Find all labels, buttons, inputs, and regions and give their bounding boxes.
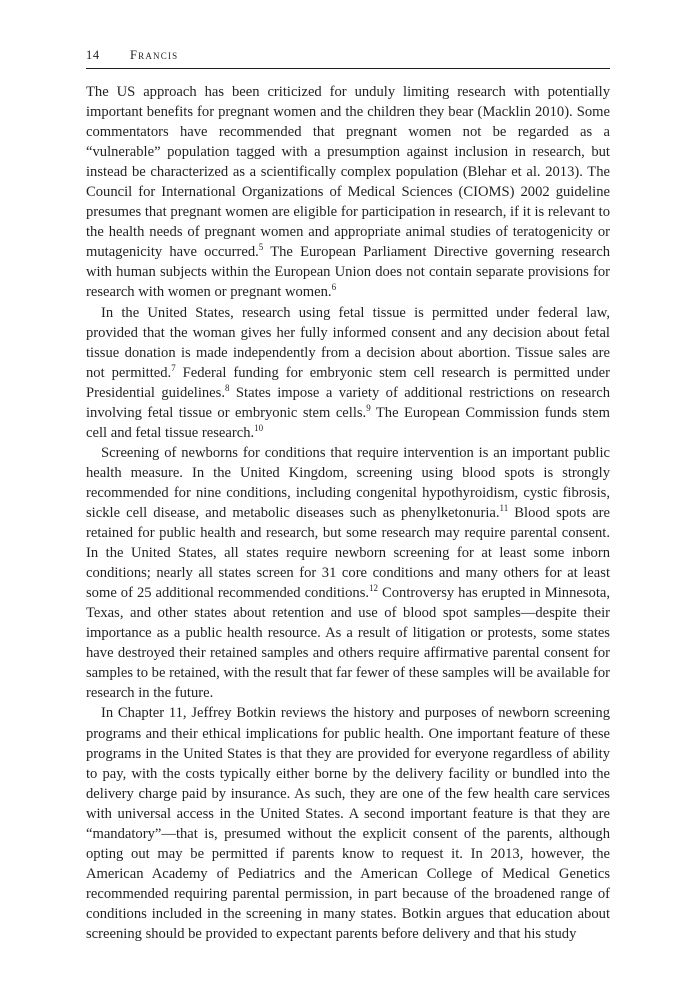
footnote-ref: 10 bbox=[254, 422, 264, 433]
text-run: The US approach has been criticized for unduly limiting research with potentially important benefits for pregnant women and the children they bear (Macklin 2010). Some commentators have recommended that pregnant women not be regarded as a “vulnerable” population tagged with a presumption against inclusion in research, but instead be characterized as a scientifically complex population (Blehar et al. 2013). The Council for International Organizations of Medical Sciences (CIOMS) 2002 guideline presumes that pregnant women are eligible for participation in research, if it is relevant to the health needs of pregnant women and appropriate animal studies of teratogenicity or mutagenicity have occurred. bbox=[86, 84, 610, 261]
footnote-ref: 6 bbox=[331, 282, 337, 293]
text-run: Federal funding for embryonic stem cell research is permitted under Presidential guidelines. bbox=[86, 364, 610, 401]
footnote-ref: 7 bbox=[171, 362, 176, 373]
text-run: In the United States, research using fetal tissue is permitted under federal law, provided that the woman gives her fully informed consent and any decision about fetal tissue donation is made independently from a decision about abortion. Tissue sales are not permitted. bbox=[86, 304, 610, 381]
footnote-ref: 5 bbox=[258, 242, 264, 253]
page-number: 14 bbox=[86, 48, 100, 62]
text-run: Controversy has erupted in Minnesota, Texas, and other states about retention and use of blood spot samples—despite their importance as a public health resource. As a result of litigation or protests, some states have destroyed their retained samples and others require affirmative parental consent for samples to be retained, with the result that far fewer of these samples will be available for research in the future. bbox=[86, 585, 610, 702]
text-run: In Chapter 11, Jeffrey Botkin reviews the history and purposes of newborn screening programs and their ethical implications for public health. One important feature of these programs in the United States is that they are provided for everyone regardless of ability to pay, with the costs typically either borne by the delivery facility or bundled into the delivery charge paid by insurance. As such, they are one of the few health care services with universal access in the United States. A second important feature is that they are “mandatory”—that is, presumed without the explicit consent of the parents, although opting out may be permitted if parents know to request it. In 2013, however, the American Academy of Pediatrics and the American College of Medical Genetics recommended requiring parental permission, in part because of the broadened range of conditions included in the screening in many states. Botkin argues that education about screening should be provided to expectant parents before delivery and that his study bbox=[86, 705, 610, 942]
footnote-ref: 11 bbox=[499, 502, 509, 513]
footnote-ref: 12 bbox=[369, 583, 379, 594]
running-head bbox=[86, 44, 610, 69]
paragraph bbox=[86, 303, 610, 443]
running-title: Francis bbox=[130, 48, 179, 62]
text-run: Screening of newborns for conditions that require intervention is an important public health measure. In the United Kingdom, screening using blood spots is strongly recommended for nine conditions, including congenital hypothyroidism, cystic fibrosis, sickle cell disease, and metabolic diseases such as phenylketonuria. bbox=[86, 444, 610, 521]
paragraph bbox=[86, 443, 610, 704]
footnote-ref: 9 bbox=[366, 402, 371, 413]
text-run: Blood spots are retained for public health and research, but some research may require parental consent. In the United States, all states require newborn screening for at least some inborn conditions; nearly all states screen for 31 core conditions and many others for at least some of 25 additional recommended conditions. bbox=[86, 504, 611, 602]
text-run: The European Commission funds stem cell and fetal tissue research. bbox=[86, 404, 610, 441]
text-run: The European Parliament Directive governing research with human subjects within the European Union does not contain separate provisions for research with women or pregnant women. bbox=[86, 244, 610, 301]
footnote-ref: 8 bbox=[224, 382, 230, 393]
paragraph bbox=[86, 703, 610, 944]
text-run: States impose a variety of additional restrictions on research involving fetal tissue or embryonic stem cells. bbox=[86, 384, 610, 421]
paragraph bbox=[86, 82, 610, 303]
body-text bbox=[86, 82, 610, 944]
